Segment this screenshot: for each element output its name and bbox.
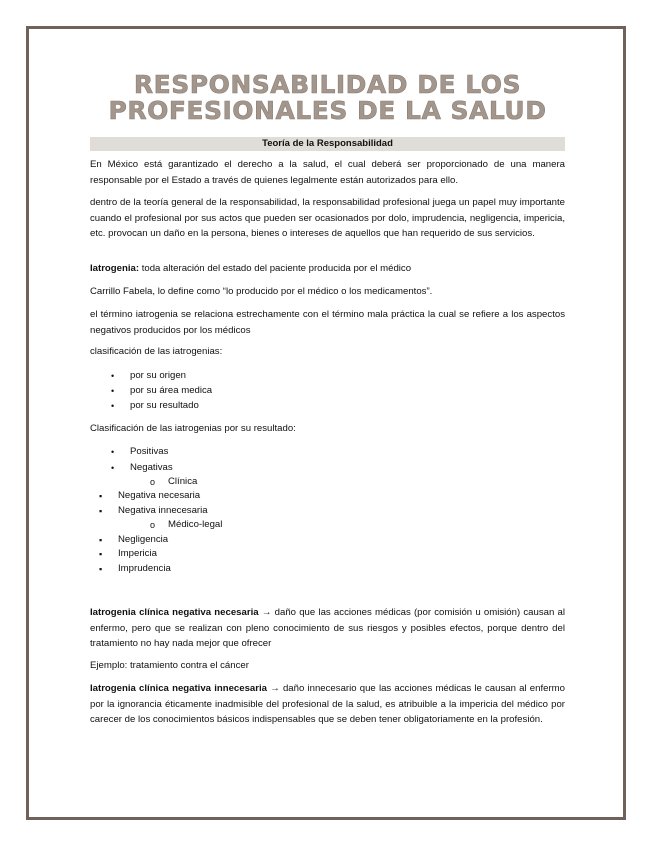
circle-bullet-icon: o [150,477,156,487]
list-item: Impericia [118,548,157,559]
paragraph [90,261,565,277]
square-bullet-icon: ▪ [99,549,103,559]
arrow-icon: → [261,607,272,618]
list-item: Negativas [130,462,173,473]
list-item: Imprudencia [118,563,171,574]
bullet-icon: • [111,371,115,381]
paragraph [90,681,565,728]
bullet-icon: • [111,463,115,473]
arrow-icon: → [270,683,280,694]
term: Iatrogenia clínica negativa innecesaria [90,683,267,694]
paragraph: Carrillo Fabela, lo define como “lo producido por el médico o los medicamentos”. [90,286,433,297]
square-bullet-icon: ▪ [99,506,103,516]
list-item: Negativa necesaria [118,490,201,501]
square-bullet-icon: ▪ [99,564,103,574]
definition: daño innecesario que las acciones médicas le causan al enfermo por la ignorancia éticamente inadmisible del profesional de la salud, es atribuible a la impericia del médico por carecer de los conocimientos básicos indispensables que se deben tener obligatoriamente en la profesión. [90,683,565,726]
paragraph: Clasificación de las iatrogenias por su resultado: [90,423,296,434]
list-item: por su origen [130,370,186,381]
document-title: RESPONSABILIDAD DE LOS PROFESIONALES DE LA SALUD [108,70,547,125]
square-bullet-icon: ▪ [99,491,103,501]
paragraph [90,605,565,652]
list-item: por su resultado [130,400,199,411]
list-item: por su área medica [130,385,213,396]
list-item: Médico-legal [168,519,223,530]
list-item: Negativa innecesaria [118,505,208,516]
list-item: Clínica [168,476,198,487]
bullet-icon: • [111,447,115,457]
paragraph: dentro de la teoría general de la responsabilidad, la responsabilidad profesional juega un papel muy importante cuando el profesional por sus actos que pueden ser ocasionados por dolo, imprudencia, negligencia, impericia, etc. provocan un daño en la persona, bienes o intereses de aquellos que han requerido de sus servicios. [90,197,565,240]
definition: toda alteración del estado del paciente producida por el médico [139,263,412,274]
term: Iatrogenia: [90,263,140,274]
bullet-icon: • [111,386,115,396]
square-bullet-icon: ▪ [99,535,103,545]
term: Iatrogenia clínica negativa necesaria [90,607,259,618]
section-heading: Teoría de la Responsabilidad [90,137,565,151]
bullet-icon: • [111,401,115,411]
paragraph: Ejemplo: tratamiento contra el cáncer [90,660,249,671]
list-item: Positivas [130,446,169,457]
paragraph: el término iatrogenia se relaciona estrechamente con el término mala práctica la cual se refiere a los aspectos negativos producidos por los médicos [90,309,565,336]
paragraph: clasificación de las iatrogenias: [90,346,223,357]
definition: daño que las acciones médicas (por comisión u omisión) causan al enfermo, pero que se realizan con pleno conocimiento de sus riesgos y posibles efectos, porque dentro del tratamiento no hay nada mejor que ofrecer [90,607,566,650]
list-item: Negligencia [118,534,169,545]
paragraph: En México está garantizado el derecho a la salud, el cual deberá ser proporcionado de una manera responsable por el Estado a través de quienes legalmente están autorizados para ello. [90,159,565,186]
circle-bullet-icon: o [150,520,156,530]
